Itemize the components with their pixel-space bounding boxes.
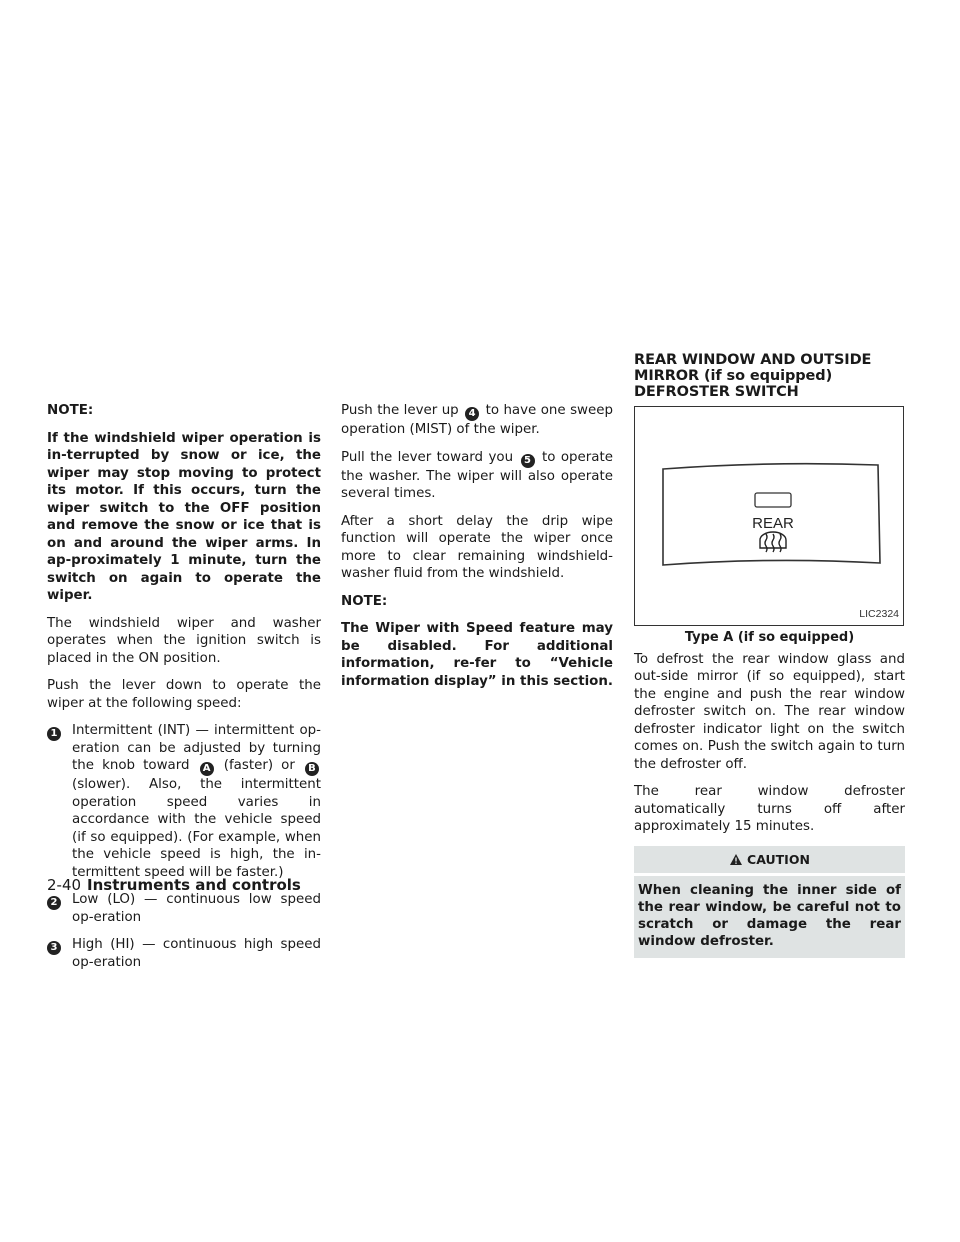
list-item-high — [47, 936, 321, 971]
item-text: Low (LO) — continuous low speed op-eration — [72, 892, 321, 925]
item-text: High (HI) — continuous high speed op-eration — [72, 937, 321, 970]
paragraph: Push the lever down to operate the wiper at the following speed: — [47, 678, 321, 711]
callout-5-marker: 5 — [521, 454, 535, 468]
caution-header — [634, 846, 905, 874]
paragraph-text: to have one sweep operation (MIST) of the wiper. — [341, 403, 613, 437]
callout-1-marker: 1 — [47, 727, 61, 741]
callout-3-marker: 3 — [47, 941, 61, 955]
paragraph-drip-wipe: After a short delay the drip wipe function will operate the wiper once more to clear remaining windshield-washer fluid from the windshield. — [341, 513, 613, 581]
note-text: The Wiper with Speed feature may be disabled. For additional information, re-fer to “Vehicle information display” in this section. — [341, 621, 614, 689]
callout-a-marker: A — [200, 762, 214, 776]
defroster-panel-illustration — [635, 407, 905, 627]
page-number: 2-40 — [47, 876, 82, 894]
caution-title: CAUTION — [747, 851, 810, 867]
paragraph-text: Pull the lever toward you — [341, 449, 514, 465]
paragraph-text: to operate the washer. The wiper will also operate several times. — [341, 449, 613, 501]
paragraph-mist — [341, 402, 613, 439]
defroster-icon — [760, 532, 786, 552]
paragraph: To defrost the rear window glass and out-side mirror (if so equipped), start the engine and push the rear window defroster switch on. The rear window defroster indicator light on the switch comes on. Push the switch again to turn the defroster off. — [634, 651, 905, 772]
item-text: (faster) or — [223, 758, 295, 773]
rear-label: REAR — [752, 515, 794, 532]
page-footer — [47, 876, 301, 894]
callout-4-marker: 4 — [465, 407, 479, 421]
left-column — [47, 402, 321, 981]
figure-code: LIC2324 — [859, 607, 899, 620]
note-label: NOTE: — [341, 593, 388, 609]
paragraph-text: Push the lever up — [341, 403, 459, 418]
paragraph-washer — [341, 449, 613, 503]
note-text: If the windshield wiper operation is in-terrupted by snow or ice, the wiper may stop moving to protect its motor. If this occurs, turn the wiper switch to the OFF position and remove the snow or ice that is on and around the wiper arms. In ap-proximately 1 minute, turn the switch on again to operate the wiper. — [47, 430, 321, 603]
footer-section-name: Instruments and controls — [87, 876, 301, 894]
indicator-light — [755, 493, 791, 507]
callout-2-marker: 2 — [47, 896, 61, 910]
item-text: (slower). Also, the intermittent operation speed varies in accordance with the vehicle speed (if so equipped). (For example, when the vehicle speed is high, the in-termittent speed will be faster.) — [72, 777, 321, 880]
figure-caption: Type A (if so equipped) — [684, 630, 855, 645]
right-column — [634, 352, 905, 958]
warning-icon — [729, 853, 743, 866]
note-label: NOTE: — [47, 403, 94, 418]
callout-b-marker: B — [305, 762, 319, 776]
paragraph: The windshield wiper and washer operates when the ignition switch is placed in the ON position. — [47, 615, 321, 666]
list-item-intermittent — [47, 722, 321, 881]
middle-column — [341, 402, 613, 700]
caution-text: When cleaning the inner side of the rear window, be careful not to scratch or damage the rear window defroster. — [634, 876, 905, 958]
defroster-switch-figure — [634, 406, 904, 626]
section-title: REAR WINDOW AND OUTSIDE MIRROR (if so equipped) DEFROSTER SWITCH — [634, 352, 872, 400]
list-item-low — [47, 891, 321, 926]
item-text: Intermittent (INT) — intermittent op-eration can be adjusted by turning the knob toward — [72, 723, 321, 773]
paragraph: The rear window defroster automatically turns off after approximately 15 minutes. — [634, 784, 905, 834]
